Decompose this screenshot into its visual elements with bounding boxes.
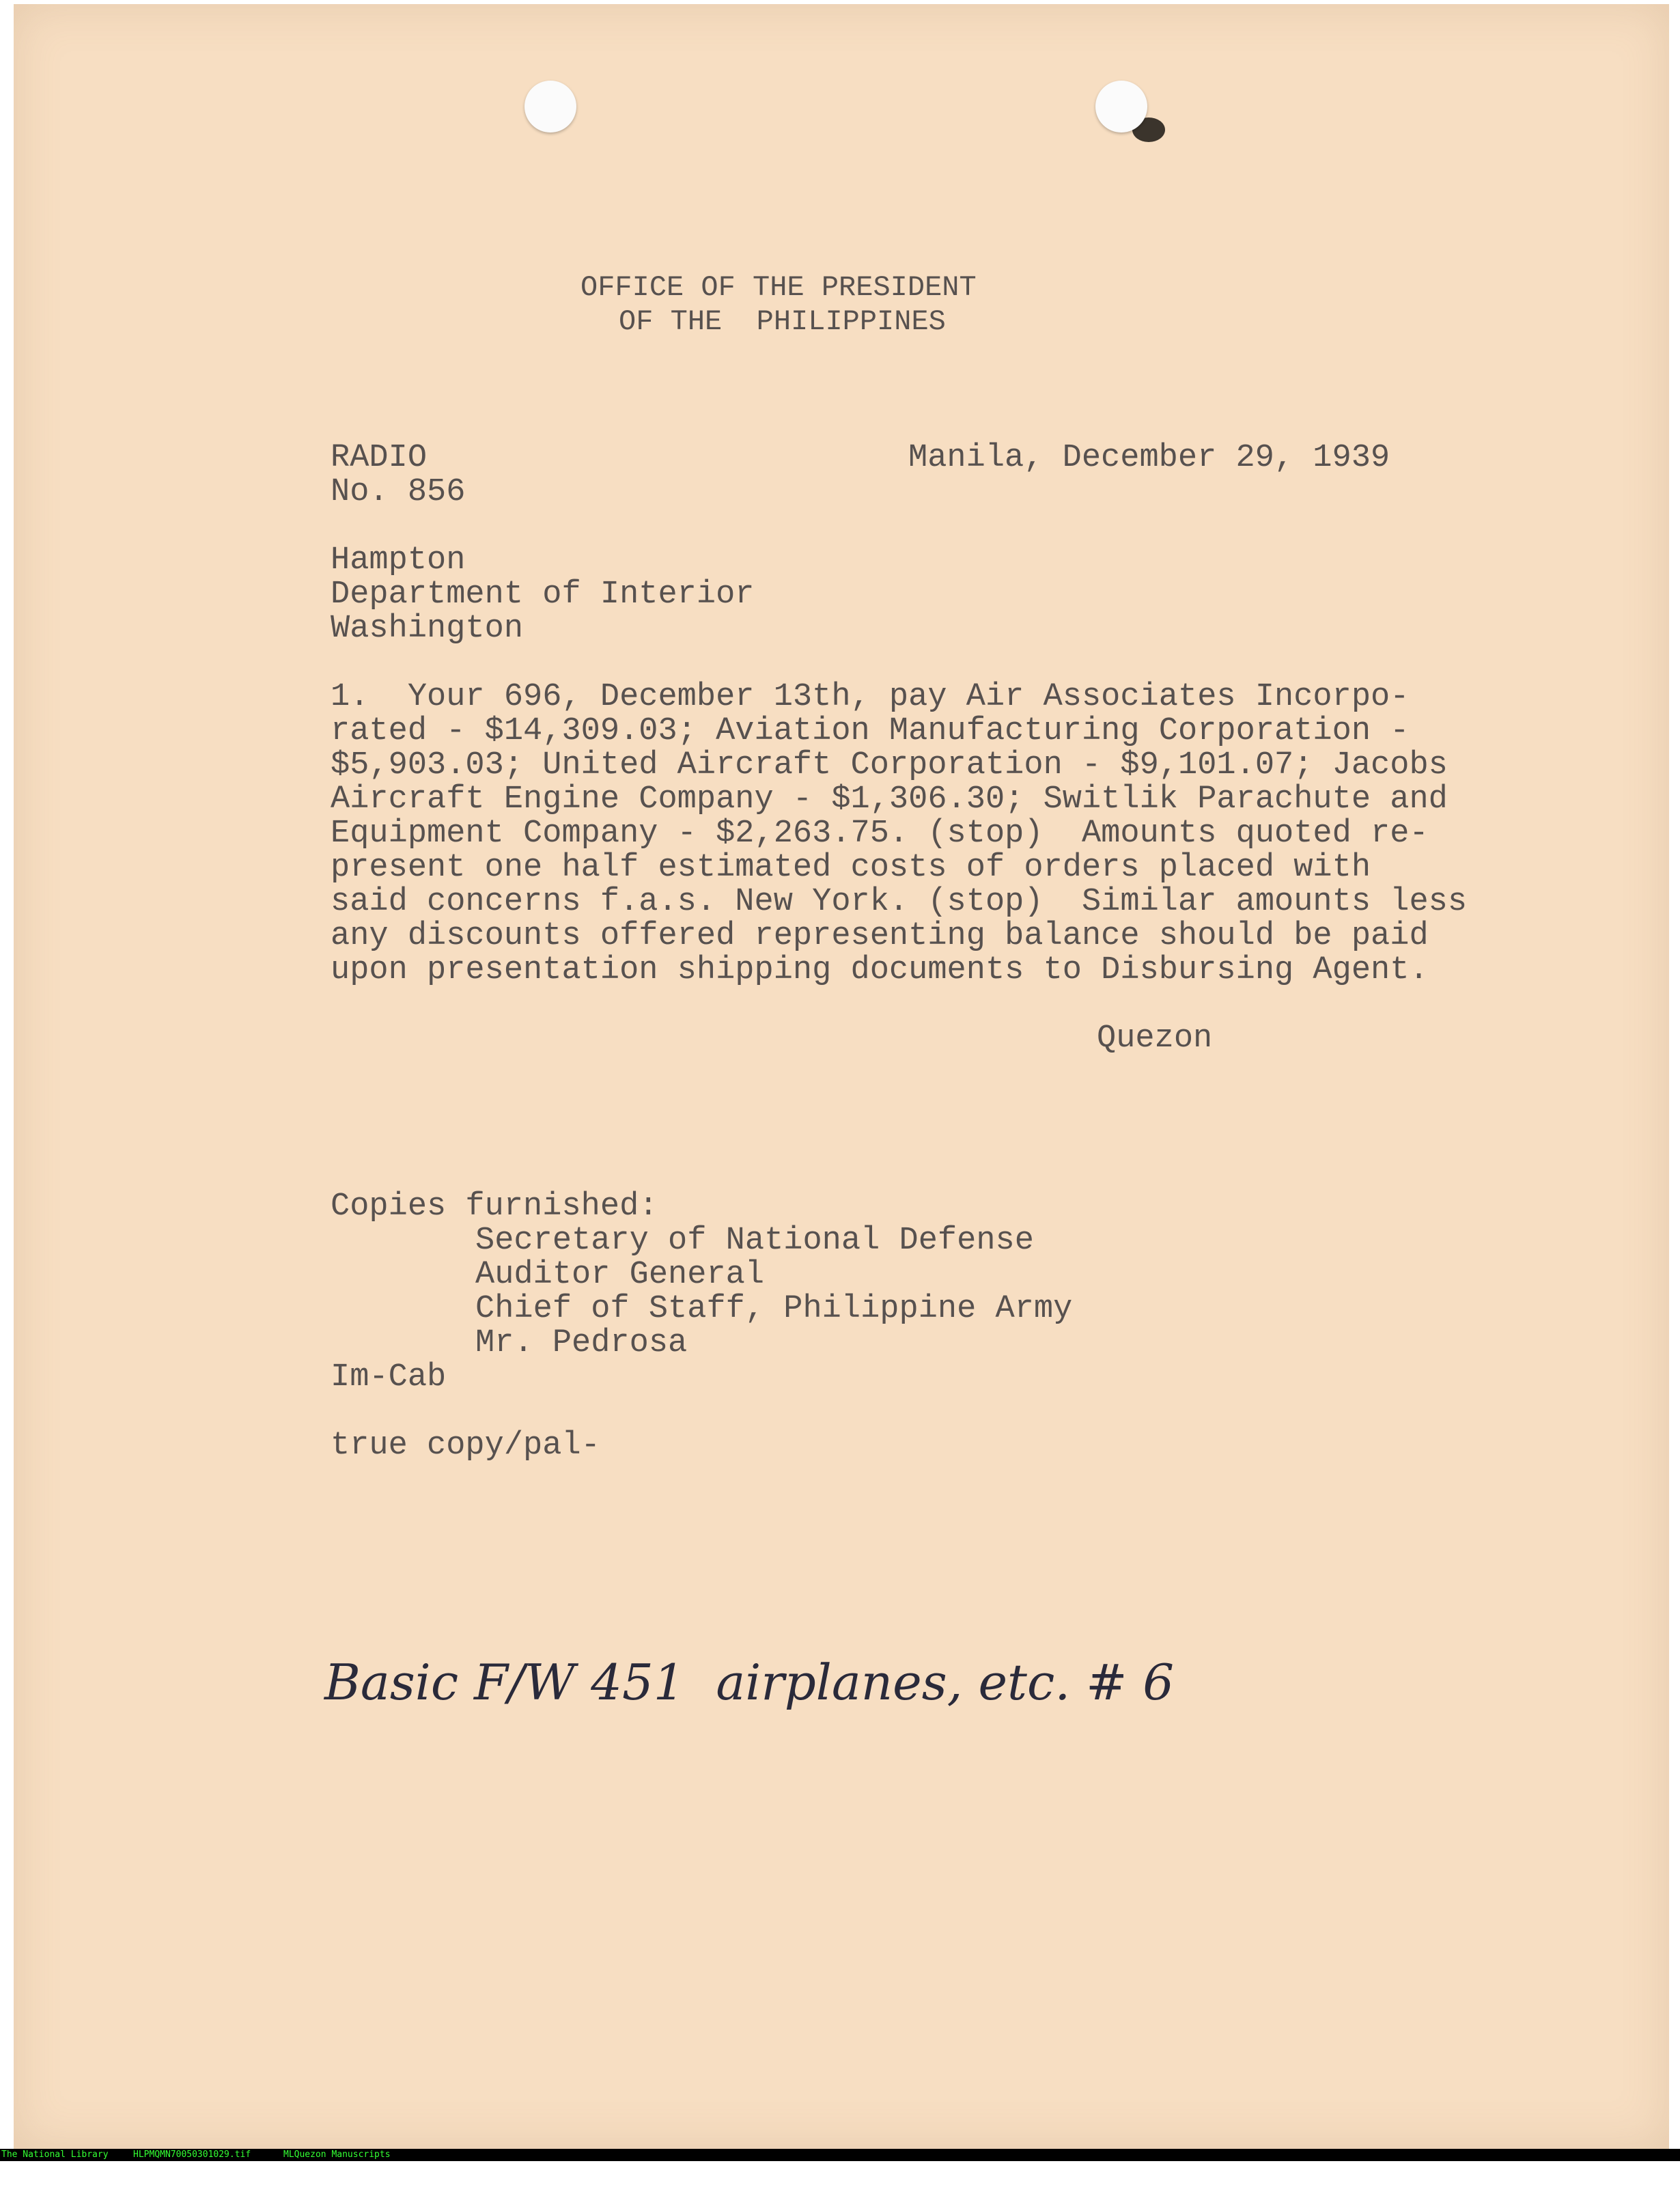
addressee-line: Washington xyxy=(331,611,524,647)
letterhead-line-2: OF THE PHILIPPINES xyxy=(619,305,946,338)
body-line: Equipment Company - $2,263.75. (stop) Amounts quoted re- xyxy=(331,816,1429,852)
punch-hole-right xyxy=(1095,81,1147,133)
copy-recipient: Chief of Staff, Philippine Army xyxy=(475,1291,1073,1327)
letterhead-line-1: OFFICE OF THE PRESIDENT xyxy=(580,271,977,304)
body-line: said concerns f.a.s. New York. (stop) Similar amounts less xyxy=(331,884,1468,920)
copies-label: Copies furnished: xyxy=(331,1188,658,1225)
addressee-line: Hampton xyxy=(331,542,466,579)
document-page xyxy=(14,4,1669,2149)
body-line: $5,903.03; United Aircraft Corporation - $9,101.07; Jacobs xyxy=(331,747,1448,783)
footer-library: The National Library xyxy=(1,2150,109,2160)
body-line: present one half estimated costs of orders placed with xyxy=(331,850,1371,886)
punch-hole-left xyxy=(524,81,576,133)
body-line: upon presentation shipping documents to Disbursing Agent. xyxy=(331,952,1429,988)
footer-collection: MLQuezon Manuscripts xyxy=(283,2150,391,2160)
radio-number: No. 856 xyxy=(331,474,466,510)
radio-label: RADIO xyxy=(331,440,428,476)
reference-initials: Im-Cab xyxy=(331,1359,447,1395)
body-line: 1. Your 696, December 13th, pay Air Associates Incorpo- xyxy=(331,679,1410,715)
archive-footer-bar xyxy=(0,2149,1680,2161)
addressee-line: Department of Interior xyxy=(331,576,755,613)
signature: Quezon xyxy=(1097,1020,1213,1057)
true-copy-note: true copy/pal- xyxy=(331,1428,600,1464)
copy-recipient: Mr. Pedrosa xyxy=(475,1325,688,1361)
body-line: Aircraft Engine Company - $1,306.30; Switlik Parachute and xyxy=(331,781,1448,818)
footer-filename: HLPMQMN70050301029.tif xyxy=(133,2150,251,2160)
dateline: Manila, December 29, 1939 xyxy=(908,440,1390,476)
copy-recipient: Auditor General xyxy=(475,1257,765,1293)
handwritten-annotation: Basic F/W 451 airplanes, etc. # 6 xyxy=(324,1654,1175,1711)
body-line: rated - $14,309.03; Aviation Manufacturing Corporation - xyxy=(331,713,1410,749)
body-line: any discounts offered representing balance should be paid xyxy=(331,918,1429,954)
copy-recipient: Secretary of National Defense xyxy=(475,1223,1034,1259)
